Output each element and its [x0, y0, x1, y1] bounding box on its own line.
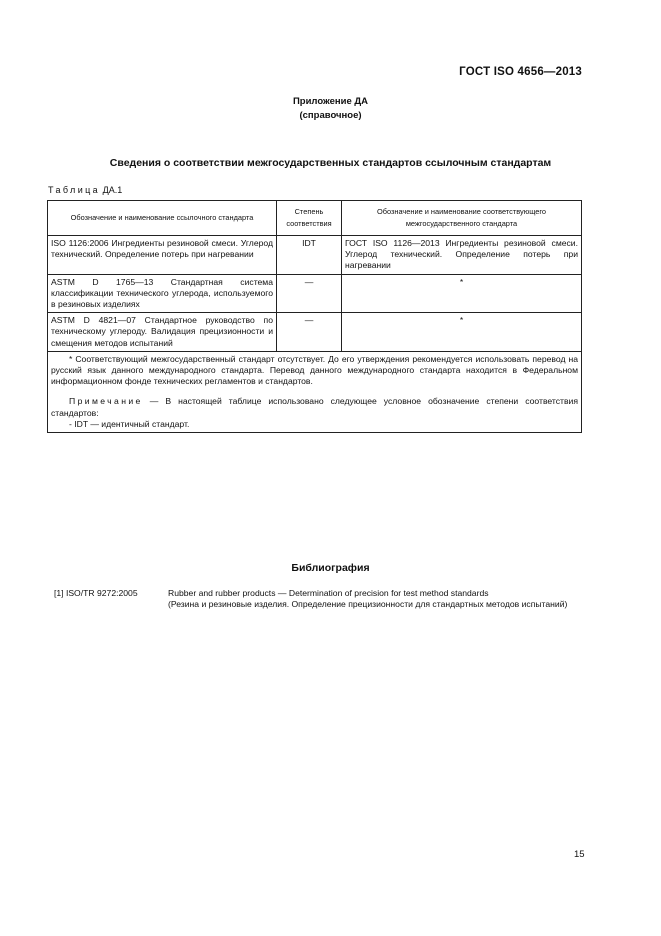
header-interstate-standard: Обозначение и наименование соответствующего межгосударственного стандарта [342, 201, 582, 236]
cell-reference: ISO 1126:2006 Ингредиенты резиновой смеси. Углерод технический. Определение потерь при нагревании [48, 236, 277, 275]
table-footnote: * Соответствующий межгосударственный стандарт отсутствует. До его утверждения рекомендуется использовать перевод на русский язык данного международного стандарта. Перевод данного международного стандарта находится в Федеральном информационном фонде технических регламентов и стандартов. [51, 353, 578, 387]
table-footnote-row [48, 351, 582, 432]
correspondence-table [47, 200, 582, 433]
cell-interstate: * [342, 313, 582, 352]
cell-degree: — [277, 274, 342, 313]
bibliography-entry-title-en: Rubber and rubber products — Determination of precision for test method standards [168, 588, 489, 598]
note-text: — В настоящей таблице использовано следующее условное обозначение степени соответствия стандартов: [51, 396, 578, 418]
appendix-subtitle: (справочное) [299, 110, 362, 121]
note-item: - IDT — идентичный стандарт. [69, 418, 190, 429]
appendix-title: Приложение ДА [292, 96, 369, 107]
cell-interstate: * [342, 274, 582, 313]
bibliography-entry [54, 588, 574, 611]
note-label: Примечание [69, 396, 143, 407]
header-reference-standard: Обозначение и наименование ссылочного стандарта [48, 201, 277, 236]
cell-reference: ASTM D 4821—07 Стандартное руководство по техническому углероду. Валидация прецизионности и смещения методов испытаний [48, 313, 277, 352]
table-row [48, 313, 582, 352]
table-row [48, 274, 582, 313]
cell-interstate: ГОСТ ISO 1126—2013 Ингредиенты резиновой смеси. Углерод технический. Определение потерь при нагревании [342, 236, 582, 275]
bibliography-entry-title-ru: (Резина и резиновые изделия. Определение прецизионности для стандартных методов испытаний) [168, 599, 568, 610]
table-row [48, 236, 582, 275]
table-caption-prefix: Таблица [48, 185, 101, 195]
cell-reference: ASTM D 1765—13 Стандартная система классификации технического углерода, используемого в резиновых изделиях [48, 274, 277, 313]
bibliography-title: Библиография [291, 562, 370, 574]
table-header-row [48, 201, 582, 236]
header-degree: Степень соответствия [277, 201, 342, 236]
cell-degree: — [277, 313, 342, 352]
table-note [51, 396, 578, 418]
section-title: Сведения о соответствии межгосударственных стандартов ссылочным стандартам [109, 157, 552, 169]
table-caption [48, 185, 122, 195]
document-header-id: ГОСТ ISO 4656—2013 [459, 66, 582, 78]
table-caption-id: ДА.1 [102, 185, 123, 195]
table-footnote-cell [48, 351, 582, 432]
bibliography-entry-text [168, 588, 574, 611]
cell-degree: IDT [277, 236, 342, 275]
page-number: 15 [574, 849, 585, 860]
appendix-heading [0, 95, 661, 123]
bibliography-entry-number: [1] ISO/TR 9272:2005 [54, 588, 138, 598]
